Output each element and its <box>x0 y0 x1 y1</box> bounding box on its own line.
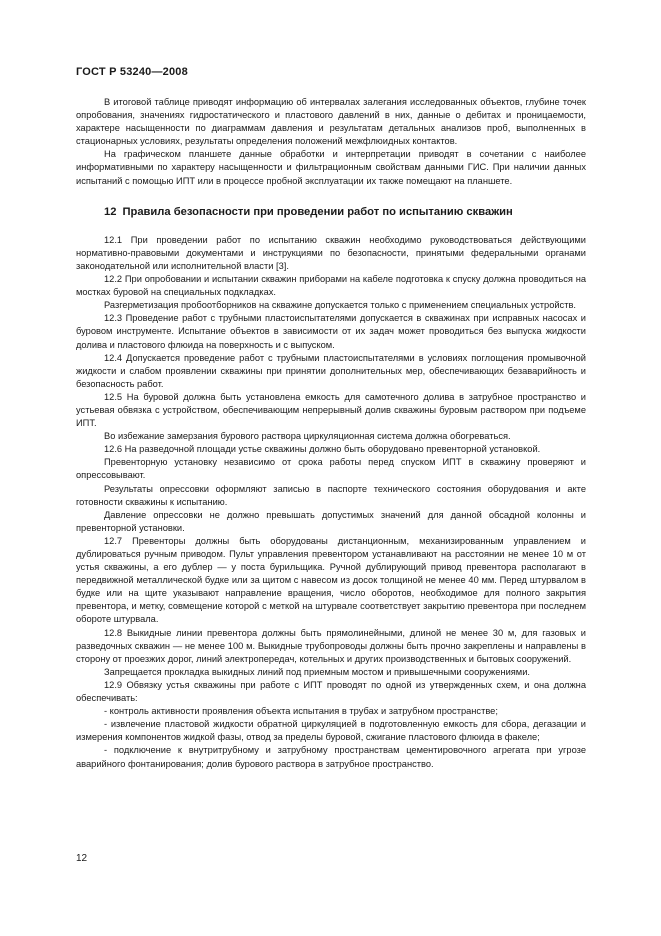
section-heading <box>76 206 586 219</box>
paragraph: Разгерметизация пробоотборников на скважине допускается только с применением специальных устройств. <box>104 300 576 311</box>
paragraph: Запрещается прокладка выкидных линий под приемным мостом и привышечными сооружениями. <box>104 666 530 677</box>
paragraph-12-8: 12.8 Выкидные линии превентора должны быть прямолинейными, длиной не менее 30 м, для газовых и разведочных скважин — не менее 100 м. Выкидные трубопроводы должны быть прочно закреплены и направлены в сторону от проезжих дорог, линий электропередач, котельных и других производственных и бытовых сооружений. <box>76 627 586 664</box>
paragraph-12-1: 12.1 При проведении работ по испытанию скважин необходимо руководствоваться действующими нормативно-правовыми документами и инструкциями по безопасности, принятыми федеральными органами законодательной или исполнительной власти [3]. <box>76 234 586 271</box>
paragraph-12-4: 12.4 Допускается проведение работ с трубными пластоиспытателями в условиях поглощения промывочной жидкости и слабом проявлении скважины при принятии дополнительных мер, обеспечивающих безаварийность и безопасность работ. <box>76 352 586 389</box>
intro-paragraph: В итоговой таблице приводят информацию об интервалах залегания исследованных объектов, глубине точек опробования, значениях гидростатического и пластового давлений в них, данные о дебитах и проницаемости, характере насыщенности по диаграммам давления и результатам детальных анализов проб, выполненных в стационарных условиях, результаты определения положений межфлюидных контактов. <box>76 97 586 147</box>
section-number: 12 <box>104 205 117 218</box>
section-title: Правила безопасности при проведении работ по испытанию скважин <box>122 205 513 218</box>
paragraph-12-7: 12.7 Превенторы должны быть оборудованы дистанционным, механизированным управлением и дублироваться ручным приводом. Пульт управления превентором устанавливают на расстоянии не менее 10 м от устья скважины, а его дублер — у поста бурильщика. Ручной дублирующий привод превентора располагают в передвижной металлической будке или за щитом с навесом из досок толщиной не менее 40 мм. Перед штурвалом в будке или на щите указывают направление вращения, число оборотов, необходимое для полного закрытия превентора, и метку, совмещение которой с меткой на штурвале соответствует закрытию превентора при последнем обороте штурвала. <box>76 535 586 625</box>
paragraph: Во избежание замерзания бурового раствора циркуляционная система должна обогреваться. <box>104 431 511 442</box>
paragraph-12-3: 12.3 Проведение работ с трубными пластоиспытателями допускается в скважинах при исправных насосах и буровом инструменте. Испытание объектов в зависимости от их задач может проводиться без выпуска жидкости долива и пластового флюида на поверхность и с выпуском. <box>76 313 586 350</box>
list-item: - подключение к внутритрубному и затрубному пространствам цементировочного агрегата при угрозе аварийного фонтанирования; долив бурового раствора в затрубное пространство. <box>76 745 586 769</box>
paragraph: Результаты опрессовки оформляют записью в паспорте технического состояния оборудования и акте готовности скважины к испытанию. <box>76 483 586 507</box>
paragraph: Давление опрессовки не должно превышать допустимых значений для данной обсадной колонны и превенторной установки. <box>76 509 586 533</box>
list-item: - извлечение пластовой жидкости обратной циркуляцией в подготовленную емкость для сбора, дегазации и измерения компонентов жидкой фазы, отвод за пределы буровой, сжигание пластового флюида в факеле; <box>76 719 586 743</box>
paragraph: Превенторную установку независимо от срока работы перед спуском ИПТ в скважину проверяют и опрессовывают. <box>76 457 586 481</box>
document-body <box>76 96 586 771</box>
document-header: ГОСТ Р 53240—2008 <box>76 66 188 78</box>
paragraph-12-6: 12.6 На разведочной площади устье скважины должно быть оборудовано превенторной установкой. <box>104 444 541 455</box>
page-number: 12 <box>76 853 88 864</box>
paragraph-12-9: 12.9 Обвязку устья скважины при работе с ИПТ проводят по одной из утвержденных схем, и она должна обеспечивать: <box>76 679 586 704</box>
paragraph-12-2: 12.2 При опробовании и испытании скважин приборами на кабеле подготовка к спуску должна проводиться на мостках буровой на специальных подкладках. <box>76 274 586 298</box>
paragraph-12-5: 12.5 На буровой должна быть установлена емкость для самотечного долива в затрубное пространство и устьевая обвязка с устройством, обеспечивающим непрерывный долив скважины буровым раствором при подъеме ИПТ. <box>76 391 586 429</box>
list-item: - контроль активности проявления объекта испытания в трубах и затрубном пространстве; <box>104 706 498 717</box>
intro-paragraph: На графическом планшете данные обработки и интерпретации приводят в сочетании с наиболее информативными по характеру насыщенности и фильтрационным свойствам данными ГИС. При наличии данных испытаний с помощью ИПТ или в процессе пробной эксплуатации их также помещают на планшете. <box>76 149 586 186</box>
